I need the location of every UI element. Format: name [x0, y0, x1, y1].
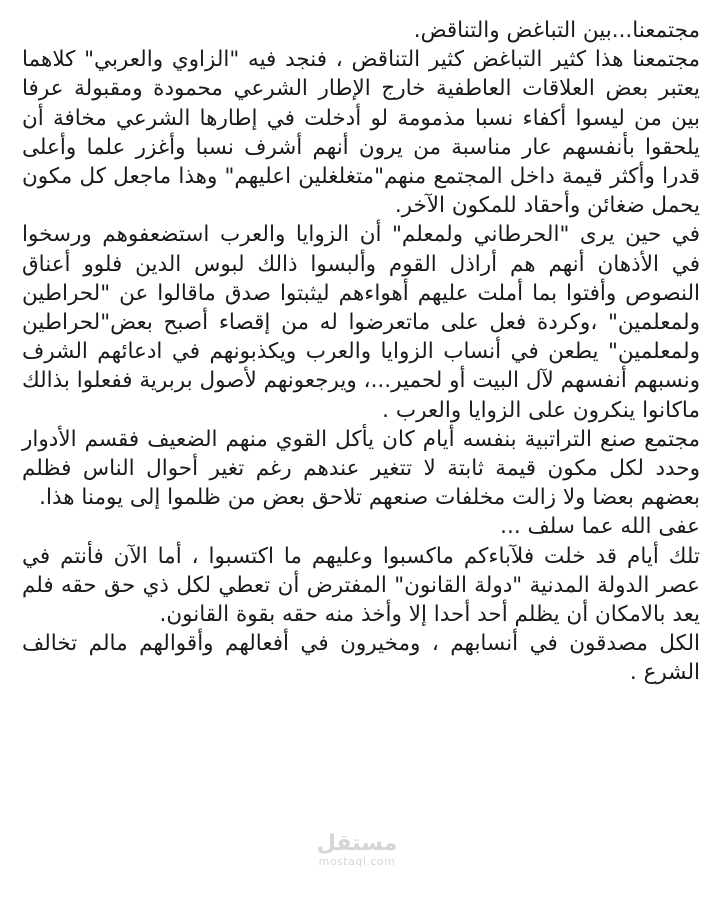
watermark-site-text: mostaql.com: [318, 855, 396, 868]
paragraph-2: في حين يرى "الحرطاني ولمعلم" أن الزوايا والعرب استضعفوهم ورسخوا في الأذهان أنهم هم أراذل القوم وألبسوا ذالك لبوس الدين فلوو أعناق النصوص وأفتوا بما أملت عليهم أهواءهم ليثبتوا صدق ماقالوا عن "لحراطين ولمعلمين" ،وكردة فعل على ماتعرضوا له من إقصاء أصبح بعض"لحراطين ولمعلمين" يطعن في أنساب الزوايا والعرب ويكذبونهم في ادعائهم الشرف ونسبهم أنفسهم لآل البيت أو لحمير...، ويرجعونهم لأصول بربرية ففعلوا بذالك ماكانوا ينكرون على الزوايا والعرب .: [22, 222, 700, 423]
paragraph-1: مجتمعنا هذا كثير التباغض كثير التناقض ، فنجد فيه "الزاوي والعربي" كلاهما يعتبر بعض العلاقات العاطفية خارج الإطار الشرعي محمودة ومقبولة عرفا بين من ليسوا أكفاء نسبا مذمومة لو أدخلت في إطارها الشرعي مخافة أن يلحقوا بأنفسهم عار مناسبة من يرون أنهم أشرف نسبا وأغزر علما وأعلى قدرا وأكثر قيمة داخل المجتمع منهم"متغلغلين اعليهم" وهذا ماجعل كل مكون يحمل ضغائن وأحقاد للمكون الآخر.: [22, 47, 700, 219]
paragraph-3: مجتمع صنع التراتبية بنفسه أيام كان يأكل القوي منهم الضعيف فقسم الأدوار وحدد لكل مكون قيمة ثابتة لا تتغير عندهم رغم تغير أحوال الناس فظلم بعضهم بعضا ولا زالت مخلفات صنعهم تلاحق بعض من ظلموا إلى يومنا هذا.: [22, 426, 700, 511]
mostaql-watermark: [312, 832, 402, 868]
paragraph-5: تلك أيام قد خلت فلآباءكم ماكسبوا وعليهم ما اكتسبوا ، أما الآن فأنتم في عصر الدولة المدنية "دولة القانون" المفترض أن تعطي لكل ذي حق حقه فلم يعد بالامكان أن يظلم أحد أحدا إلا وأخذ منه حقه بقوة القانون.: [22, 543, 700, 628]
article-title: مجتمعنا...بين التباغض والتناقض.: [413, 18, 700, 43]
article-body: [22, 16, 700, 688]
paragraph-4: عفى الله عما سلف ...: [500, 514, 700, 540]
paragraph-6: الكل مصدقون في أنسابهم ، ومخيرون في أفعالهم وأقوالهم مالم تخالف الشرع .: [22, 631, 700, 686]
watermark-logo-text: مستقل: [316, 831, 398, 856]
